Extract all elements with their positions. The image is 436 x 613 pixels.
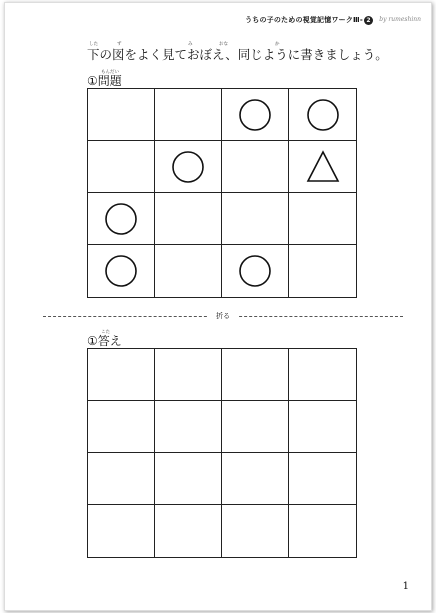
circle-icon bbox=[238, 98, 272, 132]
header-badge: 2 bbox=[364, 16, 373, 25]
circle-icon bbox=[171, 150, 205, 184]
circle-icon bbox=[306, 98, 340, 132]
byline: by rumeshinn bbox=[379, 16, 421, 23]
answer-cell-r2-c2[interactable] bbox=[155, 401, 222, 453]
page-number: 1 bbox=[402, 581, 409, 592]
problem-cell-r2-c1 bbox=[88, 141, 155, 193]
problem-title: ①問題 bbox=[87, 74, 122, 88]
answer-cell-r4-c1[interactable] bbox=[88, 505, 155, 557]
problem-cell-r1-c1 bbox=[88, 89, 155, 141]
furigana-zu: ず bbox=[117, 42, 122, 47]
answer-grid bbox=[87, 348, 357, 558]
circle-icon bbox=[104, 254, 138, 288]
answer-cell-r1-c1[interactable] bbox=[88, 349, 155, 401]
answer-cell-r1-c4[interactable] bbox=[289, 349, 356, 401]
problem-cell-r3-c2 bbox=[155, 193, 222, 245]
answer-cell-r3-c4[interactable] bbox=[289, 453, 356, 505]
answer-furigana: こた bbox=[101, 330, 110, 335]
problem-cell-r4-c2 bbox=[155, 245, 222, 297]
problem-cell-r4-c1 bbox=[88, 245, 155, 297]
fold-label: 折る bbox=[208, 311, 238, 321]
furigana-ona: おな bbox=[219, 42, 228, 47]
problem-cell-r3-c4 bbox=[289, 193, 356, 245]
header-title bbox=[245, 15, 373, 25]
answer-cell-r3-c2[interactable] bbox=[155, 453, 222, 505]
furigana-shita: した bbox=[89, 42, 98, 47]
furigana-ka: か bbox=[275, 42, 280, 47]
problem-cell-r2-c4 bbox=[289, 141, 356, 193]
circle-icon bbox=[238, 254, 272, 288]
problem-cell-r4-c4 bbox=[289, 245, 356, 297]
answer-cell-r3-c1[interactable] bbox=[88, 453, 155, 505]
answer-cell-r4-c3[interactable] bbox=[222, 505, 289, 557]
problem-furigana: もんだい bbox=[101, 70, 119, 75]
problem-cell-r2-c2 bbox=[155, 141, 222, 193]
answer-title: ①答え bbox=[87, 334, 122, 348]
answer-cell-r4-c4[interactable] bbox=[289, 505, 356, 557]
worksheet-page bbox=[4, 2, 432, 611]
circle-icon bbox=[104, 202, 138, 236]
answer-cell-r2-c3[interactable] bbox=[222, 401, 289, 453]
problem-grid bbox=[87, 88, 357, 298]
problem-cell-r3-c3 bbox=[222, 193, 289, 245]
triangle-icon bbox=[306, 150, 340, 184]
problem-cell-r1-c4 bbox=[289, 89, 356, 141]
problem-cell-r4-c3 bbox=[222, 245, 289, 297]
furigana-mi: み bbox=[188, 42, 193, 47]
problem-cell-r1-c3 bbox=[222, 89, 289, 141]
answer-cell-r2-c1[interactable] bbox=[88, 401, 155, 453]
answer-cell-r4-c2[interactable] bbox=[155, 505, 222, 557]
answer-cell-r2-c4[interactable] bbox=[289, 401, 356, 453]
answer-cell-r3-c3[interactable] bbox=[222, 453, 289, 505]
answer-cell-r1-c2[interactable] bbox=[155, 349, 222, 401]
problem-cell-r3-c1 bbox=[88, 193, 155, 245]
problem-cell-r1-c2 bbox=[155, 89, 222, 141]
header-title-text: うちの子のための視覚記憶ワークⅢ- bbox=[245, 16, 363, 24]
problem-cell-r2-c3 bbox=[222, 141, 289, 193]
answer-cell-r1-c3[interactable] bbox=[222, 349, 289, 401]
instruction-text: 下の図をよく見ておぼえ、同じように書きましょう。 bbox=[87, 47, 388, 62]
